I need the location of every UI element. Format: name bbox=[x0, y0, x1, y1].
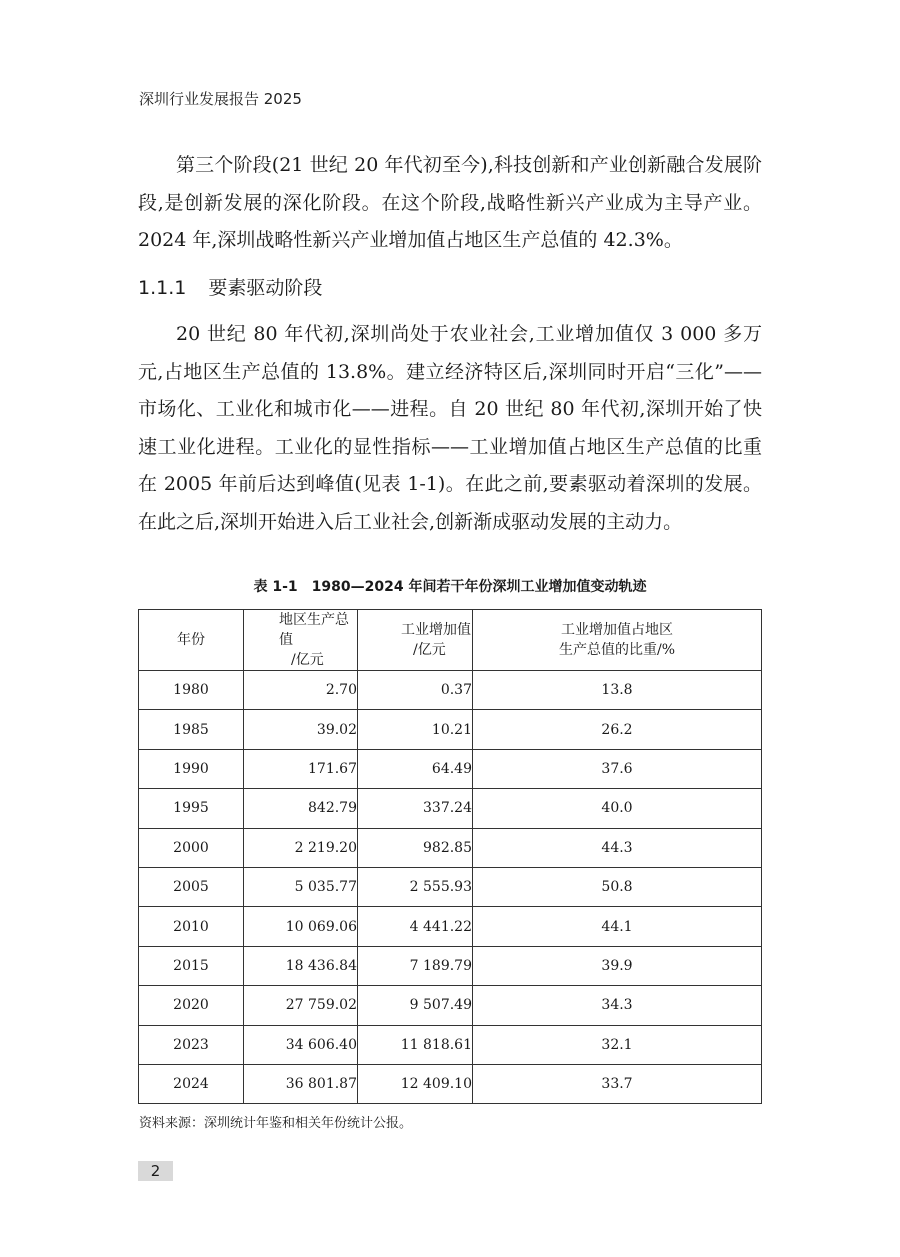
cell-year: 2005 bbox=[139, 867, 244, 906]
cell-gdp: 34 606.40 bbox=[244, 1025, 358, 1064]
cell-year: 1980 bbox=[139, 671, 244, 710]
cell-gdp: 2 219.20 bbox=[244, 828, 358, 867]
cell-gdp: 2.70 bbox=[244, 671, 358, 710]
cell-industry: 12 409.10 bbox=[358, 1064, 473, 1103]
cell-year: 2020 bbox=[139, 986, 244, 1025]
cell-year: 2024 bbox=[139, 1064, 244, 1103]
header-industry-line1: 工业增加值 bbox=[401, 622, 471, 638]
cell-industry: 982.85 bbox=[358, 828, 473, 867]
cell-industry: 64.49 bbox=[358, 749, 473, 788]
cell-ratio: 32.1 bbox=[473, 1025, 762, 1064]
table-row bbox=[139, 710, 762, 749]
section-number: 1.1.1 bbox=[138, 277, 187, 299]
table-row bbox=[139, 1025, 762, 1064]
cell-year: 1995 bbox=[139, 789, 244, 828]
cell-industry: 9 507.49 bbox=[358, 986, 473, 1025]
paragraph-factor-driven: 20 世纪 80 年代初,深圳尚处于农业社会,工业增加值仅 3 000 多万元,占地区生产总值的 13.8%。建立经济特区后,深圳同时开启“三化”——市场化、工业化和城市化——进程。自 20 世纪 80 年代初,深圳开始了快速工业化进程。工业化的显性指标——工业增加值占地区生产总值的比重在 2005 年前后达到峰值(见表 1-1)。在此之前,要素驱动着深圳的发展。在此之后,深圳开始进入后工业社会,创新渐成驱动发展的主动力。 bbox=[138, 323, 762, 533]
header-year: 年份 bbox=[139, 610, 244, 671]
cell-gdp: 27 759.02 bbox=[244, 986, 358, 1025]
section-heading bbox=[138, 273, 322, 300]
paragraph-stage-three: 第三个阶段(21 世纪 20 年代初至今),科技创新和产业创新融合发展阶段,是创新发展的深化阶段。在这个阶段,战略性新兴产业成为主导产业。2024 年,深圳战略性新兴产业增加值占地区生产总值的 42.3%。 bbox=[138, 154, 762, 251]
table-row bbox=[139, 946, 762, 985]
header-ratio-line1: 工业增加值占地区 bbox=[561, 622, 673, 638]
cell-industry: 11 818.61 bbox=[358, 1025, 473, 1064]
table-header-row bbox=[139, 610, 762, 671]
industry-value-table bbox=[138, 609, 762, 1104]
header-industry bbox=[358, 610, 473, 671]
cell-year: 1990 bbox=[139, 749, 244, 788]
cell-ratio: 39.9 bbox=[473, 946, 762, 985]
cell-gdp: 18 436.84 bbox=[244, 946, 358, 985]
cell-gdp: 842.79 bbox=[244, 789, 358, 828]
cell-ratio: 44.1 bbox=[473, 907, 762, 946]
table-row bbox=[139, 671, 762, 710]
header-ratio-line2: 生产总值的比重/% bbox=[558, 642, 676, 658]
cell-year: 2000 bbox=[139, 828, 244, 867]
table-row bbox=[139, 789, 762, 828]
table-row bbox=[139, 907, 762, 946]
cell-year: 2023 bbox=[139, 1025, 244, 1064]
header-gdp-line2: /亿元 bbox=[291, 652, 324, 668]
cell-industry: 4 441.22 bbox=[358, 907, 473, 946]
cell-gdp: 36 801.87 bbox=[244, 1064, 358, 1103]
header-industry-line2: /亿元 bbox=[413, 642, 446, 658]
table-row bbox=[139, 867, 762, 906]
table-row bbox=[139, 1064, 762, 1103]
cell-ratio: 34.3 bbox=[473, 986, 762, 1025]
cell-year: 2010 bbox=[139, 907, 244, 946]
cell-industry: 7 189.79 bbox=[358, 946, 473, 985]
cell-industry: 10.21 bbox=[358, 710, 473, 749]
table-row bbox=[139, 749, 762, 788]
header-gdp bbox=[244, 610, 358, 671]
cell-industry: 2 555.93 bbox=[358, 867, 473, 906]
running-header: 深圳行业发展报告 2025 bbox=[139, 90, 302, 108]
table-row bbox=[139, 986, 762, 1025]
header-ratio bbox=[473, 610, 762, 671]
table-body bbox=[139, 671, 762, 1104]
header-gdp-line1: 地区生产总值 bbox=[279, 612, 349, 648]
cell-ratio: 13.8 bbox=[473, 671, 762, 710]
cell-ratio: 50.8 bbox=[473, 867, 762, 906]
cell-industry: 337.24 bbox=[358, 789, 473, 828]
section-title: 要素驱动阶段 bbox=[208, 277, 323, 299]
cell-gdp: 39.02 bbox=[244, 710, 358, 749]
table-caption: 表 1-1 1980—2024 年间若干年份深圳工业增加值变动轨迹 bbox=[253, 579, 647, 595]
cell-gdp: 5 035.77 bbox=[244, 867, 358, 906]
cell-ratio: 33.7 bbox=[473, 1064, 762, 1103]
page-number: 2 bbox=[138, 1161, 173, 1181]
cell-gdp: 10 069.06 bbox=[244, 907, 358, 946]
table-row bbox=[139, 828, 762, 867]
cell-year: 1985 bbox=[139, 710, 244, 749]
cell-gdp: 171.67 bbox=[244, 749, 358, 788]
cell-ratio: 40.0 bbox=[473, 789, 762, 828]
cell-year: 2015 bbox=[139, 946, 244, 985]
cell-ratio: 26.2 bbox=[473, 710, 762, 749]
source-note: 资料来源：深圳统计年鉴和相关年份统计公报。 bbox=[139, 1116, 413, 1131]
cell-ratio: 37.6 bbox=[473, 749, 762, 788]
cell-ratio: 44.3 bbox=[473, 828, 762, 867]
cell-industry: 0.37 bbox=[358, 671, 473, 710]
